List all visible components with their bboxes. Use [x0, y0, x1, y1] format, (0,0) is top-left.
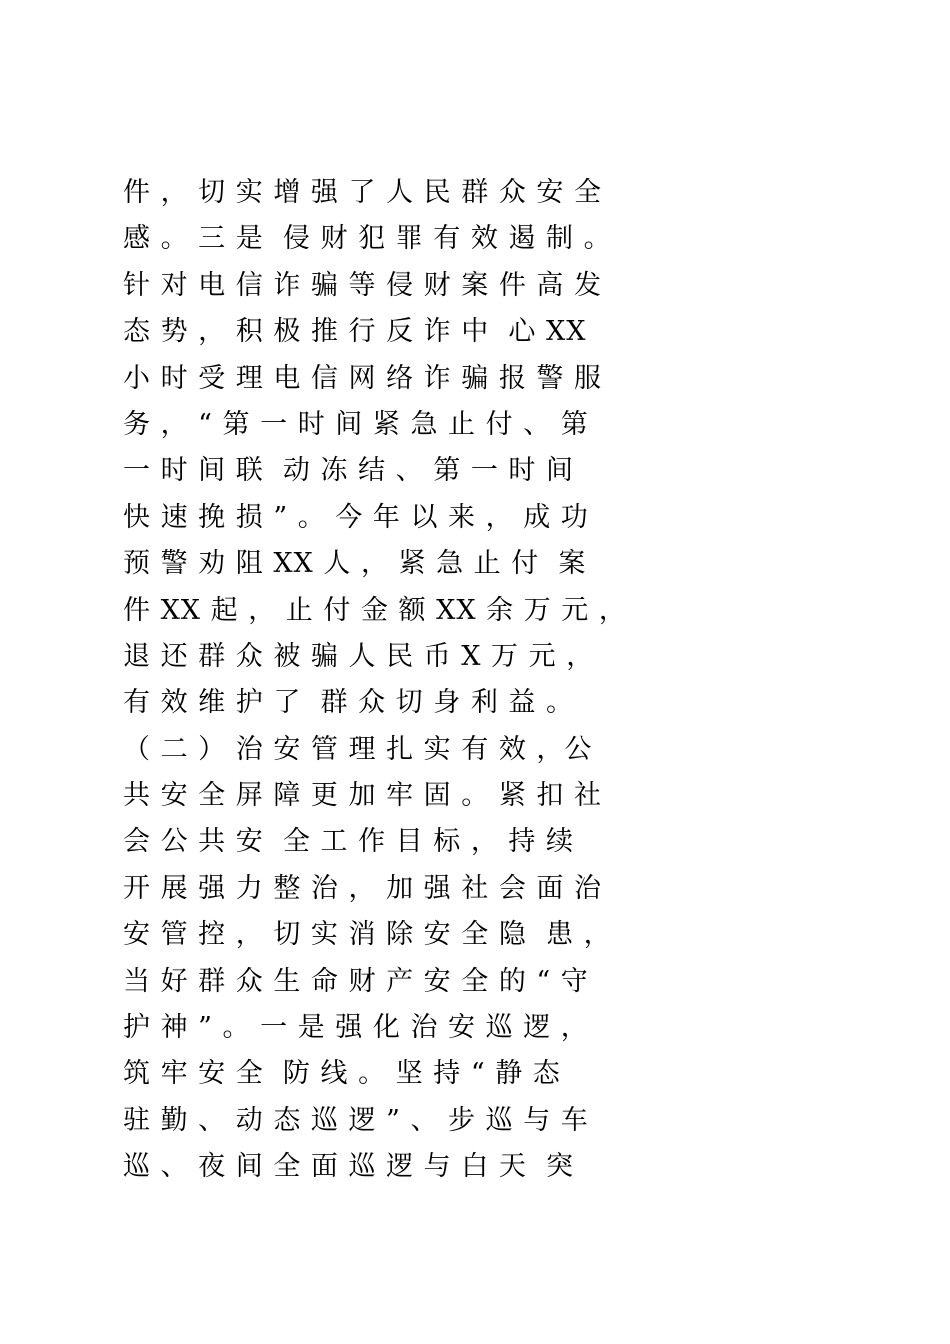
text-line: 针 对 电 信 诈 骗 等 侵 财 案 件 高 发: [123, 269, 602, 301]
text-line: 共 安 全 屏 障 更 加 牢 固 。 紧 扣 社: [123, 780, 602, 812]
text-line: 件 ， 切 实 增 强 了 人 民 群 众 安 全: [123, 177, 602, 208]
text-line: 预 警 劝 阻 XX 人 ， 紧 急 止 付 案: [123, 548, 587, 580]
text-line: 当 好 群 众 生 命 财 产 安 全 的 “ 守: [123, 965, 589, 997]
text-line: 开 展 强 力 整 治 ， 加 强 社 会 面 治: [123, 872, 602, 904]
text-line: 态 势 ， 积 极 推 行 反 诈 中 心 XX: [123, 316, 587, 348]
text-line: 安 管 控 ， 切 实 消 除 安 全 隐 患 ，: [123, 919, 612, 951]
text-line: 一 时 间 联 动 冻 结 、 第 一 时 间: [123, 455, 574, 487]
text-line: （ 二 ） 治 安 管 理 扎 实 有 效 ，公: [123, 733, 593, 765]
text-line: 务 ， “ 第 一 时 间 紧 急 止 付 、 第: [123, 408, 589, 440]
text-line: 小 时 受 理 电 信 网 络 诈 骗 报 警 服: [123, 362, 602, 394]
body-text: [123, 170, 843, 1191]
text-line: 护 神 ” 。 一 是 强 化 治 安 巡 逻 ，: [123, 1012, 589, 1044]
text-line: 驻 勤 、 动 态 巡 逻 ” 、 步 巡 与 车: [123, 1104, 589, 1136]
text-line: 有 效 维 护 了 群 众 切 身 利 益 。: [123, 687, 574, 719]
text-line: 件 XX 起 ， 止 付 金 额 XX 余 万 元 ，: [123, 594, 627, 626]
text-line: 退 还 群 众 被 骗 人 民 币 X 万 元 ，: [123, 640, 595, 672]
text-line: 快 速 挽 损 ” 。 今 年 以 来 ， 成 功: [123, 501, 589, 533]
text-line: 会 公 共 安 全 工 作 目 标 ， 持 续: [123, 826, 574, 858]
text-line: 巡 、 夜 间 全 面 巡 逻 与 白 天 突: [123, 1151, 574, 1183]
text-line: 筑 牢 安 全 防 线 。 坚 持 “ 静 态: [123, 1058, 561, 1090]
text-line: 感 。 三 是 侵 财 犯 罪 有 效 遏 制 。: [123, 223, 612, 255]
